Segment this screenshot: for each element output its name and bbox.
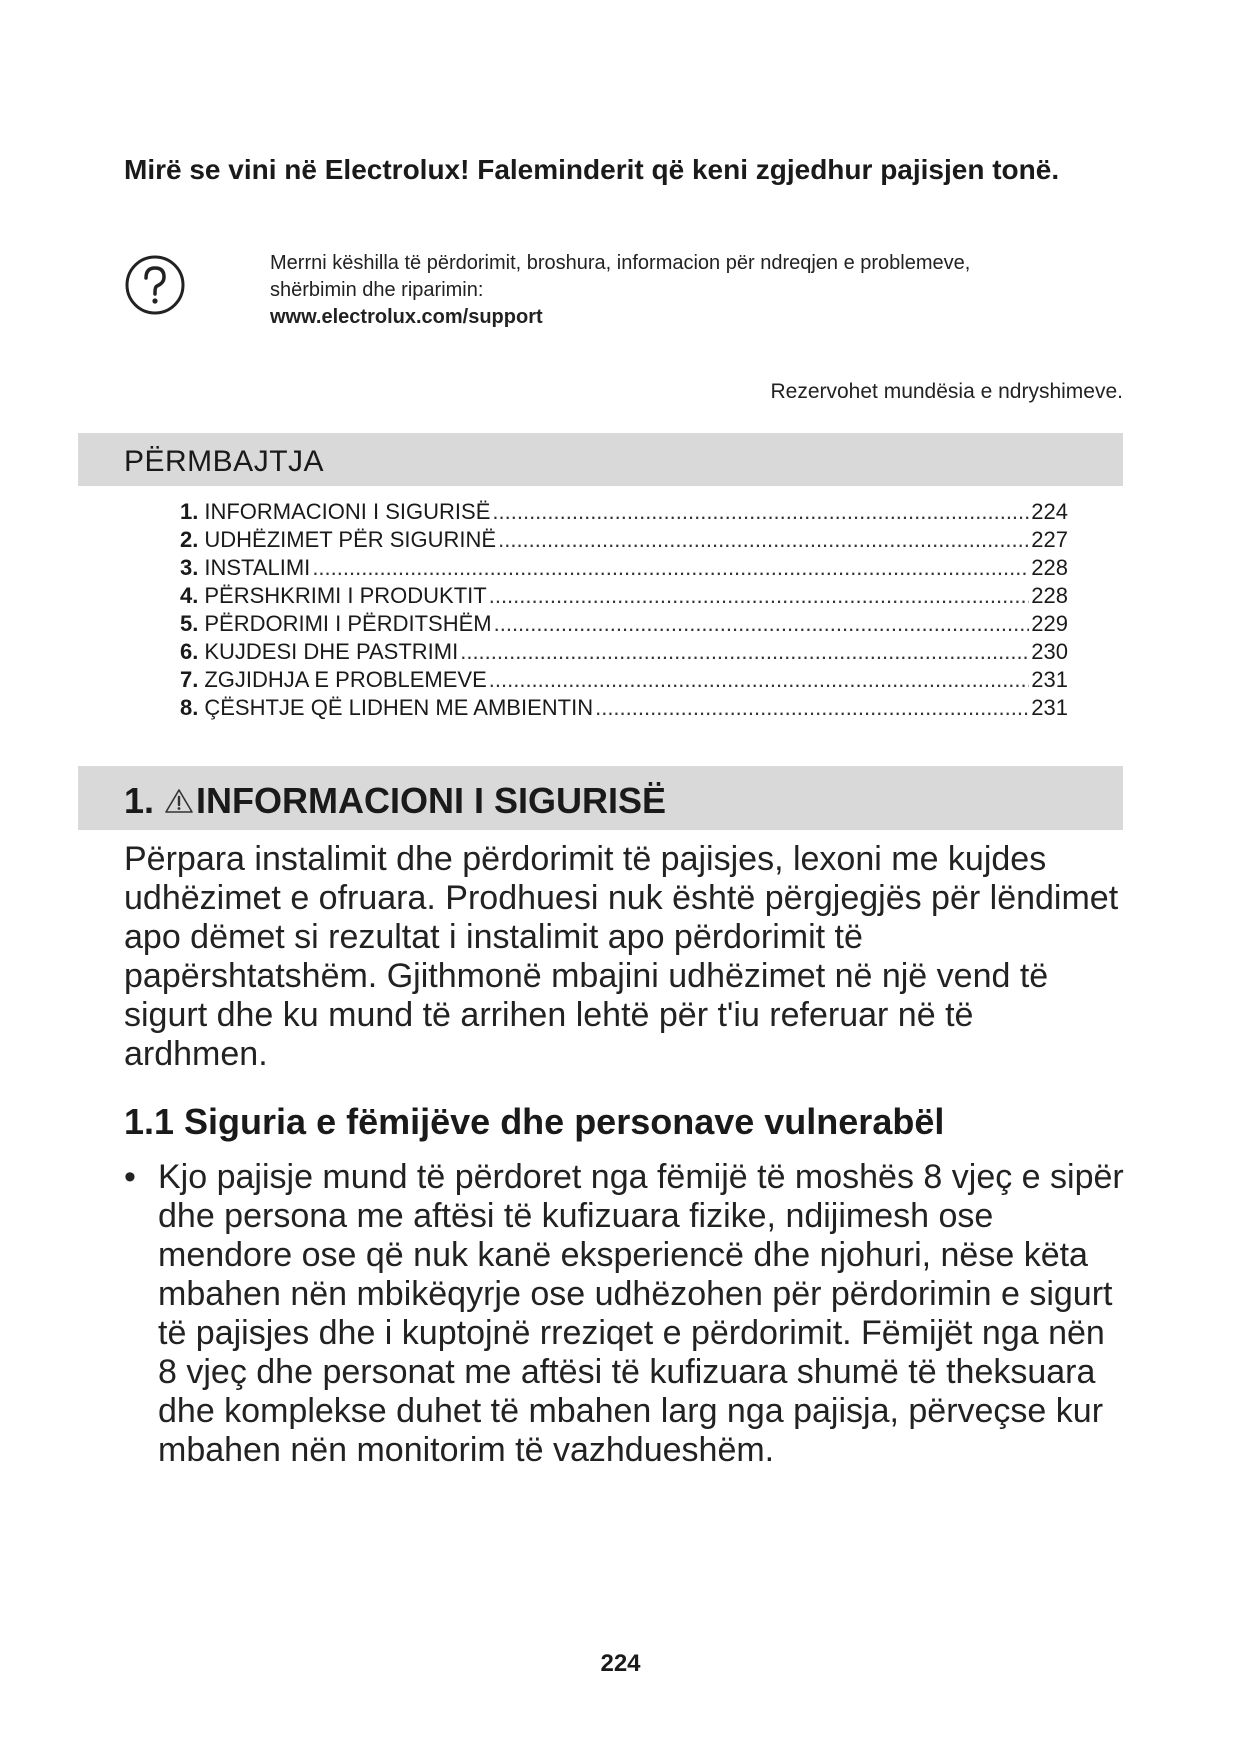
section-title-text: INFORMACIONI I SIGURISË bbox=[196, 780, 667, 821]
toc-item-label: PËRSHKRIMI I PRODUKTIT bbox=[204, 583, 487, 608]
bullet-text: Kjo pajisje mund të përdoret nga fëmijë të moshës 8 vjeç e sipër dhe persona me aftësi të kufizuara fizike, ndijimesh ose mendore ose që nuk kanë eksperiencë dhe njohuri, nëse këta mbahen nën mbikëqyrje ose udhëzohen për përdorimin e sigurt të pajisjes dhe i kuptojnë rreziqet e përdorimit. Fëmijët nga nën 8 vjeç dhe personat me aftësi të kufizuara shumë të theksuara dhe komplekse duhet të mbahen larg nga pajisja, përveçse kur mbahen nën monitorim të vazhdueshëm. bbox=[158, 1158, 1124, 1469]
toc-item-number: 7. bbox=[180, 667, 199, 692]
page-number: 224 bbox=[600, 1650, 641, 1677]
toc-item-number: 4. bbox=[180, 583, 199, 608]
support-line-2: shërbimin dhe riparimin: bbox=[270, 279, 484, 301]
toc-item-page: 228 bbox=[1031, 555, 1068, 580]
warning-triangle-icon bbox=[164, 787, 194, 815]
toc-item-number: 3. bbox=[180, 555, 199, 580]
support-line-1: Merrni këshilla të përdorimit, broshura, informacion për ndreqjen e problemeve, bbox=[270, 252, 971, 274]
toc-item-label: ÇËSHTJE QË LIDHEN ME AMBIENTIN bbox=[204, 695, 594, 720]
welcome-heading: Mirë se vini në Electrolux! Faleminderit që keni zgjedhur pajisjen tonë. bbox=[124, 154, 1060, 185]
toc-item-number: 1. bbox=[180, 499, 199, 524]
toc-leader-dots bbox=[595, 694, 1029, 722]
reserve-note: Rezervohet mundësia e ndryshimeve. bbox=[770, 380, 1123, 403]
table-of-contents bbox=[180, 498, 1068, 722]
toc-item-page: 224 bbox=[1031, 499, 1068, 524]
toc-leader-dots bbox=[489, 666, 1030, 694]
section-number: 1. bbox=[124, 780, 155, 821]
toc-item-number: 5. bbox=[180, 611, 199, 636]
support-link[interactable]: www.electrolux.com/support bbox=[270, 306, 543, 328]
toc-item-page: 228 bbox=[1031, 583, 1068, 608]
toc-item-page: 231 bbox=[1031, 695, 1068, 720]
toc-leader-dots bbox=[492, 498, 1029, 526]
toc-item-label: UDHËZIMET PËR SIGURINË bbox=[204, 527, 497, 552]
toc-leader-dots bbox=[498, 526, 1029, 554]
toc-item-label: INFORMACIONI I SIGURISË bbox=[204, 499, 491, 524]
toc-item[interactable] bbox=[180, 694, 1068, 722]
toc-item-page: 229 bbox=[1031, 611, 1068, 636]
section-header-bar bbox=[78, 766, 1123, 830]
support-block bbox=[124, 250, 1124, 340]
toc-header-bar bbox=[78, 433, 1123, 486]
support-text bbox=[270, 250, 1120, 331]
toc-item-number: 6. bbox=[180, 639, 199, 664]
toc-title: PËRMBAJTJA bbox=[124, 445, 325, 478]
toc-item-page: 227 bbox=[1031, 527, 1068, 552]
toc-item-label: ZGJIDHJA E PROBLEMEVE bbox=[204, 667, 487, 692]
toc-item[interactable] bbox=[180, 582, 1068, 610]
toc-leader-dots bbox=[489, 582, 1030, 610]
toc-item[interactable] bbox=[180, 526, 1068, 554]
toc-item[interactable] bbox=[180, 610, 1068, 638]
subsection-title: 1.1 Siguria e fëmijëve dhe personave vulnerabël bbox=[124, 1101, 945, 1142]
toc-item-page: 230 bbox=[1031, 639, 1068, 664]
safety-intro-paragraph: Përpara instalimit dhe përdorimit të pajisjes, lexoni me kujdes udhëzimet e ofruara. Prodhuesi nuk është përgjegjës për lëndimet apo dëmet si rezultat i instalimit apo përdorimit të papërshtatshëm. Gjithmonë mbajini udhëzimet në një vend të sigurt dhe ku mund të arrihen lehtë për t'iu referuar në të ardhmen. bbox=[124, 840, 1119, 1073]
toc-leader-dots bbox=[312, 554, 1029, 582]
toc-item[interactable] bbox=[180, 666, 1068, 694]
toc-item-number: 8. bbox=[180, 695, 199, 720]
toc-item-label: INSTALIMI bbox=[204, 555, 311, 580]
toc-item[interactable] bbox=[180, 638, 1068, 666]
bullet-dot: • bbox=[124, 1158, 136, 1196]
toc-item-page: 231 bbox=[1031, 667, 1068, 692]
toc-item[interactable] bbox=[180, 498, 1068, 526]
bullet-item bbox=[124, 1158, 1124, 1470]
toc-item[interactable] bbox=[180, 554, 1068, 582]
question-circle-icon bbox=[124, 254, 186, 316]
toc-leader-dots bbox=[494, 610, 1030, 638]
toc-item-label: KUJDESI DHE PASTRIMI bbox=[204, 639, 459, 664]
toc-leader-dots bbox=[460, 638, 1029, 666]
toc-item-label: PËRDORIMI I PËRDITSHËM bbox=[204, 611, 492, 636]
toc-item-number: 2. bbox=[180, 527, 199, 552]
section-title bbox=[124, 780, 666, 822]
